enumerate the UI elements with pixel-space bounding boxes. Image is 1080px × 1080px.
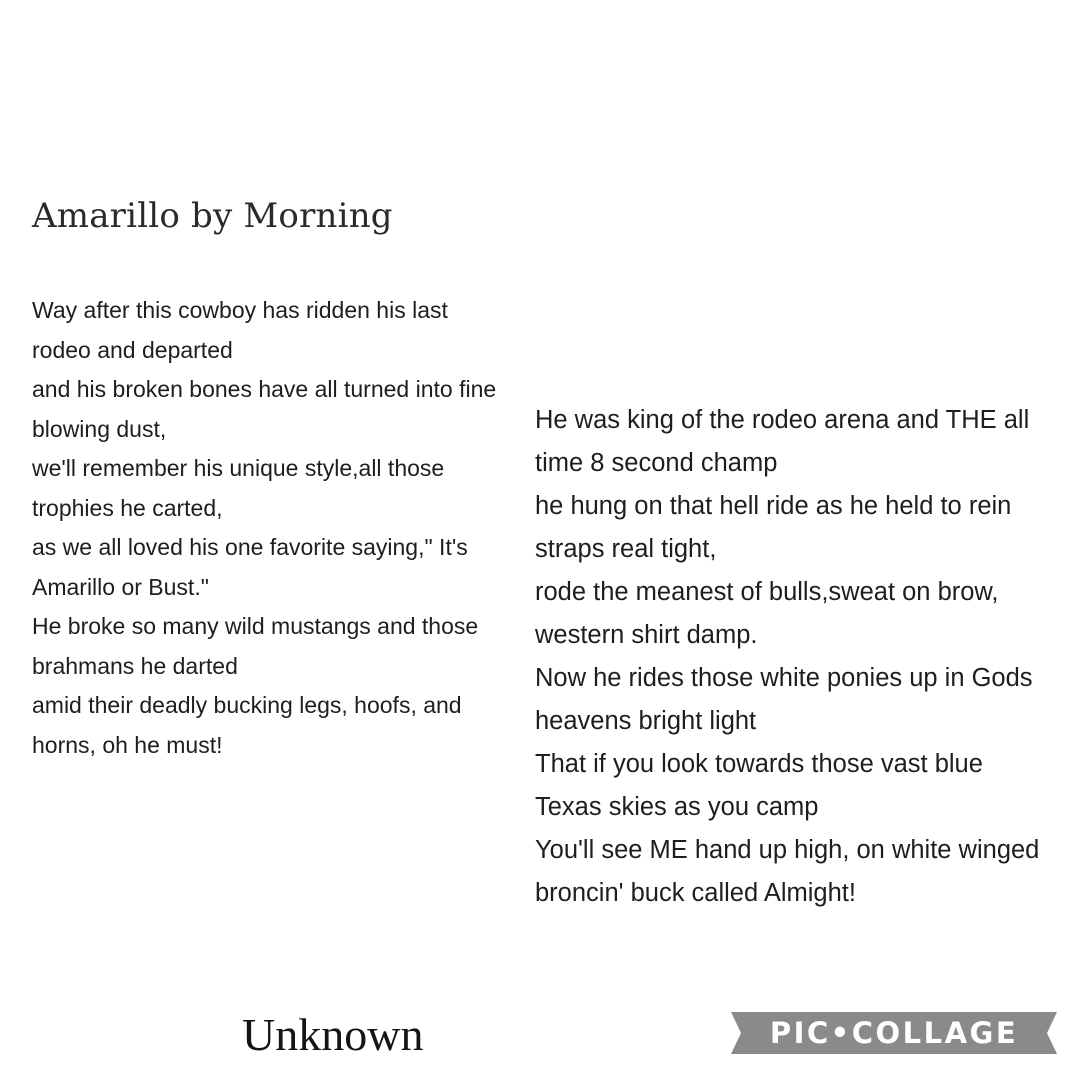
poem-line: That if you look towards those vast blue Texas skies as you camp xyxy=(535,750,983,821)
poem-line: we'll remember his unique style,all those trophies he carted, xyxy=(32,455,445,521)
poem-line: rode the meanest of bulls,sweat on brow, western shirt damp. xyxy=(535,578,999,649)
poem-column-left xyxy=(32,291,512,765)
pic-collage-watermark xyxy=(731,1012,1057,1054)
poem-line: as we all loved his one favorite saying," It's Amarillo or Bust." xyxy=(32,534,468,600)
poem-column-right xyxy=(535,399,1055,915)
poem-line: He broke so many wild mustangs and those brahmans he darted xyxy=(32,613,479,679)
poem-author: Unknown xyxy=(242,1009,424,1060)
poem-line: Way after this cowboy has ridden his last rodeo and departed xyxy=(32,297,448,363)
poem-line: he hung on that hell ride as he held to rein straps real tight, xyxy=(535,492,1012,563)
poem-line: You'll see ME hand up high, on white winged broncin' buck called Almight! xyxy=(535,836,1040,907)
poem-title: Amarillo by Morning xyxy=(32,196,393,236)
watermark-text: PIC•COLLAGE xyxy=(769,1016,1019,1050)
poem-line: amid their deadly bucking legs, hoofs, and horns, oh he must! xyxy=(32,692,462,758)
poem-line: He was king of the rodeo arena and THE all time 8 second champ xyxy=(535,406,1030,477)
poem-line: and his broken bones have all turned into fine blowing dust, xyxy=(32,376,497,442)
poem-line: Now he rides those white ponies up in Gods heavens bright light xyxy=(535,664,1033,735)
